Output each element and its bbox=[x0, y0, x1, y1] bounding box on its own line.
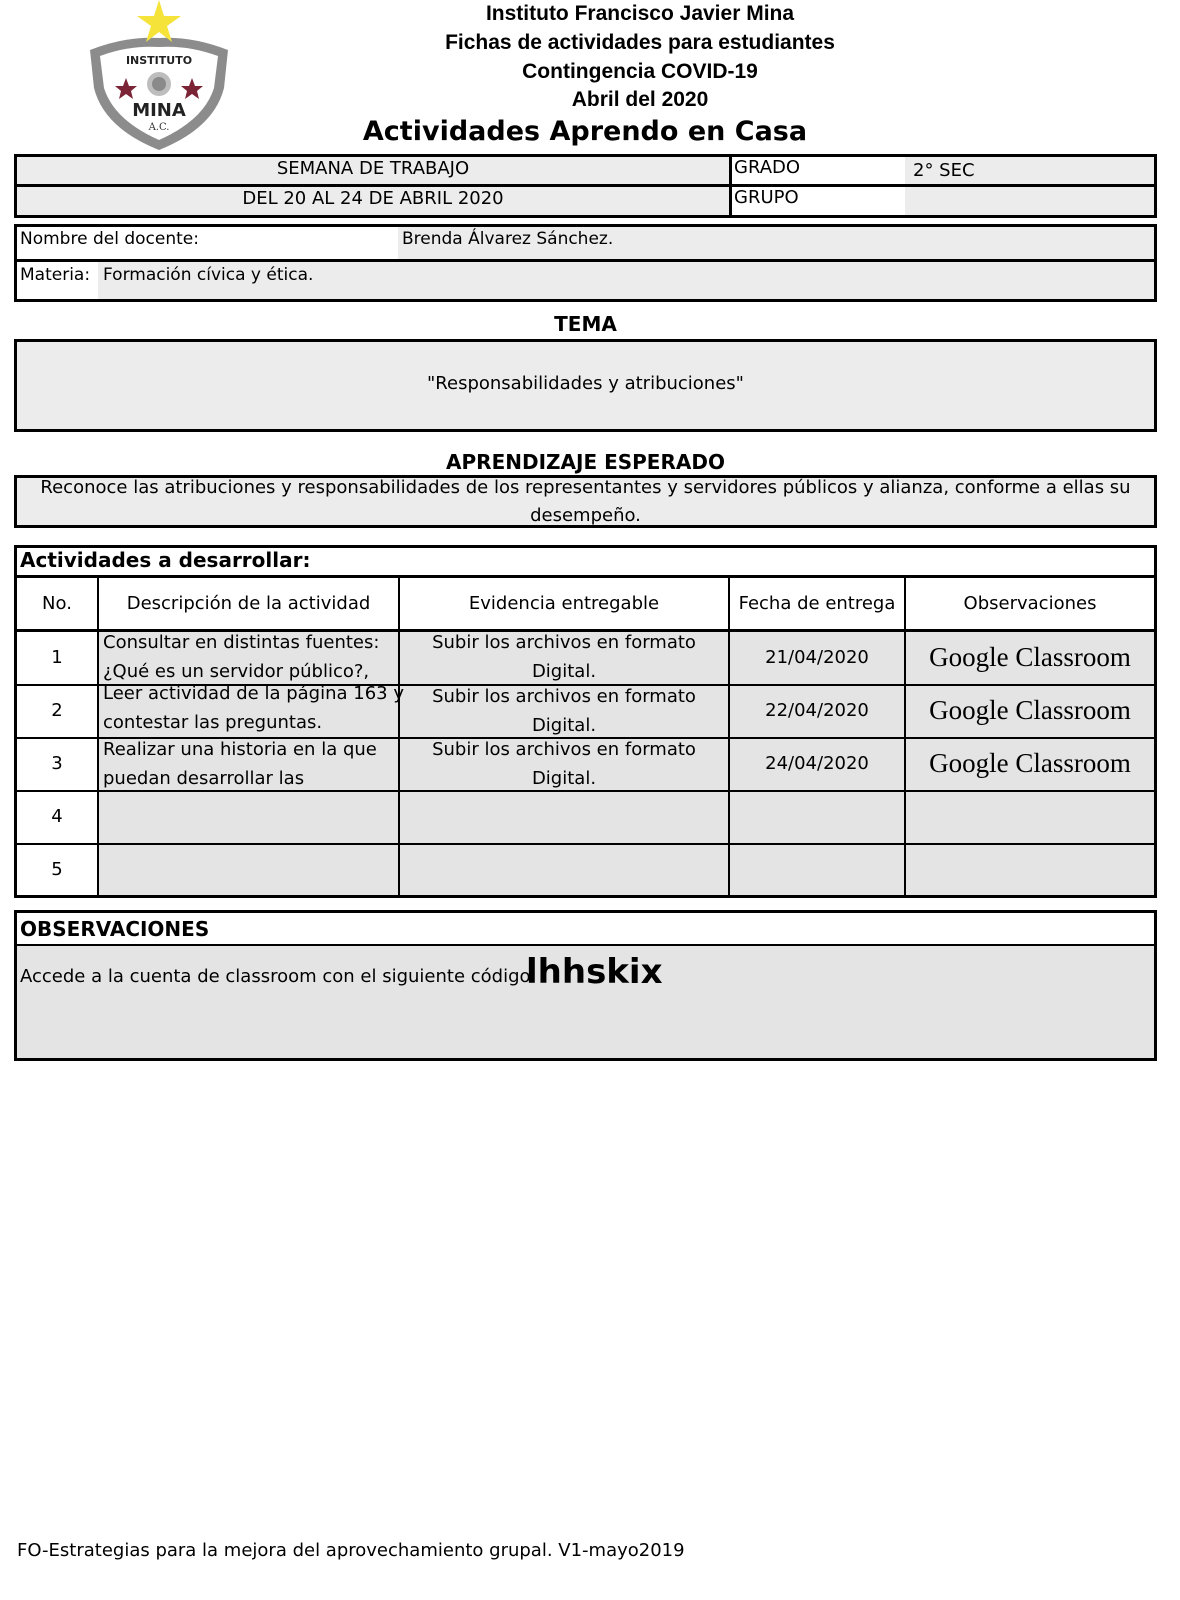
col-header-evidence: Evidencia entregable bbox=[468, 593, 660, 614]
row-evidence: Digital. bbox=[531, 715, 597, 736]
row-number: 2 bbox=[51, 700, 63, 721]
subject-label: Materia: bbox=[20, 265, 91, 285]
contingency-label: Contingencia COVID-19 bbox=[522, 60, 758, 83]
row-evidence: Subir los archivos en formato bbox=[432, 686, 696, 707]
svg-text:A.C.: A.C. bbox=[148, 122, 170, 133]
grupo-value-cell bbox=[905, 187, 1154, 215]
teacher-name: Brenda Álvarez Sánchez. bbox=[402, 229, 614, 249]
svg-text:INSTITUTO: INSTITUTO bbox=[125, 54, 193, 67]
row-description: contestar las preguntas. bbox=[103, 712, 323, 733]
logo-shield-icon bbox=[86, 0, 232, 152]
grado-value: 2° SEC bbox=[913, 160, 975, 181]
grupo-label: GRUPO bbox=[734, 187, 799, 208]
aprendizaje-heading: APRENDIZAJE ESPERADO bbox=[446, 450, 725, 474]
week-label: SEMANA DE TRABAJO bbox=[276, 158, 470, 179]
institute-name: Instituto Francisco Javier Mina bbox=[485, 2, 795, 25]
col-header-description: Descripción de la actividad bbox=[126, 593, 371, 614]
row-description: Leer actividad de la página 163 y bbox=[103, 683, 404, 704]
activities-heading: Actividades a desarrollar: bbox=[20, 548, 311, 572]
row-date: 22/04/2020 bbox=[765, 700, 869, 721]
classroom-code: lhhskix bbox=[526, 952, 663, 992]
row-evidence: Digital. bbox=[531, 661, 597, 682]
svg-text:MINA: MINA bbox=[132, 100, 186, 121]
row-description: Realizar una historia en la que bbox=[103, 739, 377, 760]
row-number: 5 bbox=[51, 859, 63, 880]
aprendizaje-line1: Reconoce las atribuciones y responsabilidades de los representantes y servidores públicos y alianza, conforme a ellas su bbox=[40, 477, 1131, 498]
row-number: 3 bbox=[51, 753, 63, 774]
row-number: 4 bbox=[51, 806, 63, 827]
week-dates: DEL 20 AL 24 DE ABRIL 2020 bbox=[242, 188, 504, 209]
date-label: Abril del 2020 bbox=[571, 88, 709, 111]
row-number: 1 bbox=[51, 647, 63, 668]
row-date: 24/04/2020 bbox=[765, 753, 869, 774]
row-evidence: Subir los archivos en formato bbox=[432, 632, 696, 653]
col-header-no: No. bbox=[42, 593, 72, 614]
col-header-date: Fecha de entrega bbox=[738, 593, 896, 614]
tema-text: "Responsabilidades y atribuciones" bbox=[427, 373, 744, 394]
row-observation: Google Classroom bbox=[929, 642, 1131, 672]
teacher-label: Nombre del docente: bbox=[20, 229, 199, 249]
col-header-observations: Observaciones bbox=[963, 593, 1097, 614]
row-evidence: Subir los archivos en formato bbox=[432, 739, 696, 760]
row-date: 21/04/2020 bbox=[765, 647, 869, 668]
observations-text: Accede a la cuenta de classroom con el siguiente código: bbox=[20, 966, 537, 987]
sheet-subtitle: Fichas de actividades para estudiantes bbox=[445, 31, 835, 54]
logo-star-icon bbox=[137, 0, 181, 42]
row-description: puedan desarrollar las bbox=[103, 768, 305, 789]
page-title: Actividades Aprendo en Casa bbox=[362, 116, 808, 147]
subject-value: Formación cívica y ética. bbox=[103, 265, 314, 285]
row-description: ¿Qué es un servidor público?, bbox=[103, 661, 370, 682]
row-evidence: Digital. bbox=[531, 768, 597, 789]
observations-heading: OBSERVACIONES bbox=[20, 917, 210, 941]
school-logo bbox=[86, 0, 232, 152]
row-observation: Google Classroom bbox=[929, 695, 1131, 725]
aprendizaje-line2: desempeño. bbox=[530, 505, 641, 526]
footer-text: FO-Estrategias para la mejora del aprovechamiento grupal. V1-mayo2019 bbox=[17, 1540, 685, 1561]
grado-label: GRADO bbox=[734, 157, 801, 178]
row-description: Consultar en distintas fuentes: bbox=[103, 632, 380, 653]
tema-heading: TEMA bbox=[554, 312, 617, 336]
row-observation: Google Classroom bbox=[929, 748, 1131, 778]
